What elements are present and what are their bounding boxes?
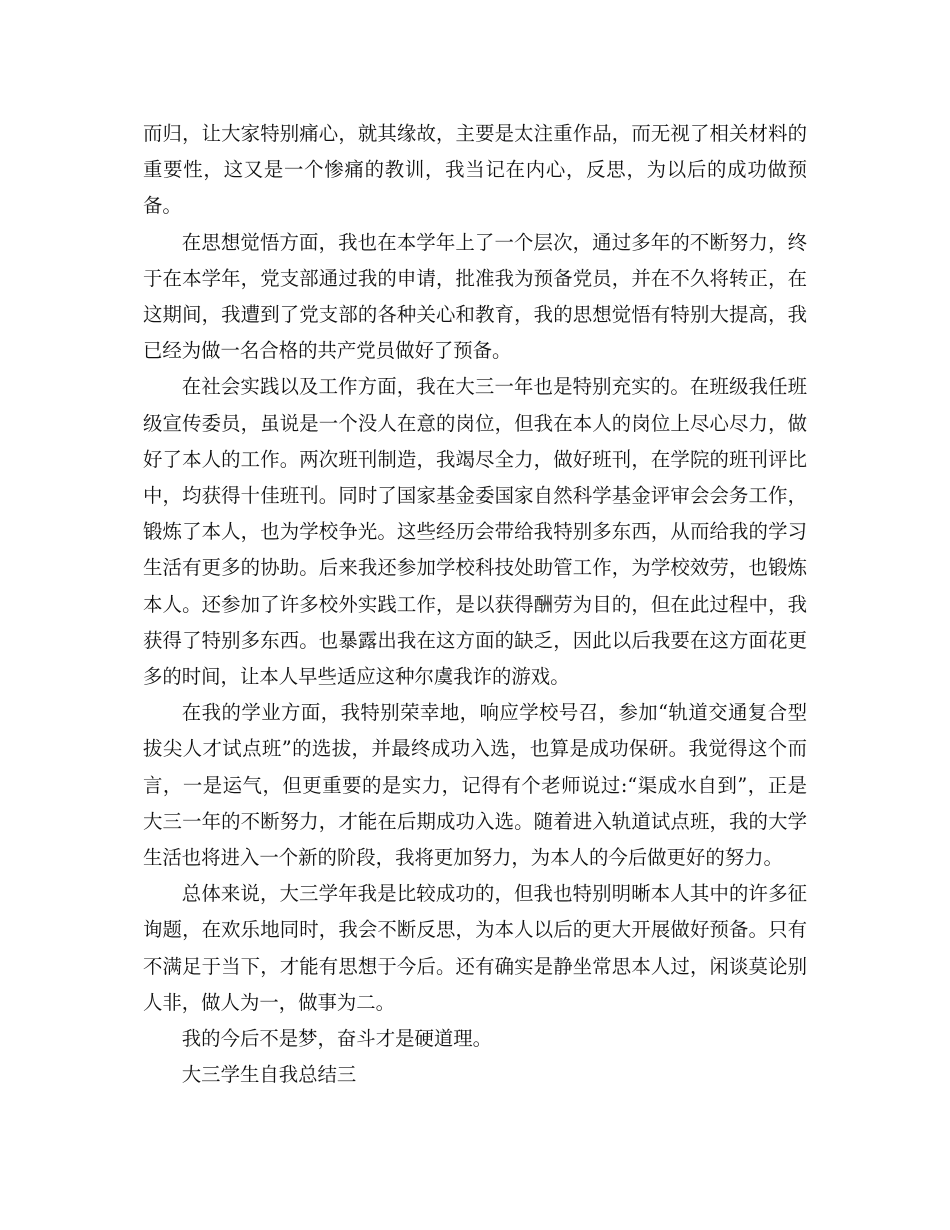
document-page <box>143 116 807 1093</box>
section-heading: 大三学生自我总结三 <box>181 1063 357 1087</box>
paragraph-motto: 我的今后不是梦，奋斗才是硬道理。 <box>181 1027 493 1051</box>
paragraph-academics: 在我的学业方面，我特别荣幸地，响应学校号召，参加“轨道交通复合型拔尖人才试点班”的选拔，并最终成功入选，也算是成功保研。我觉得这个而言，一是运气，但更重要的是实力，记得有个老师说过:“渠成水自到”，正是大三一年的不断努力，才能在后期成功入选。随着进入轨道试点班，我的大学生活也将进入一个新的阶段，我将更加努力，为本人的今后做更好的努力。 <box>143 701 807 870</box>
paragraph-ideology: 在思想觉悟方面，我也在本学年上了一个层次，通过多年的不断努力，终于在本学年，党支部通过我的申请，批准我为预备党员，并在不久将转正，在这期间，我遭到了党支部的各种关心和教育，我的思想觉悟有特别大提高，我已经为做一名合格的共产党员做好了预备。 <box>143 230 807 363</box>
paragraph-social-practice: 在社会实践以及工作方面，我在大三一年也是特别充实的。在班级我任班级宣传委员，虽说是一个没人在意的岗位，但我在本人的岗位上尽心尽力，做好了本人的工作。两次班刊制造，我竭尽全力，做好班刊，在学院的班刊评比中，均获得十佳班刊。同时了国家基金委国家自然科学基金评审会会务工作，锻炼了本人，也为学校争光。这些经历会带给我特别多东西，从而给我的学习生活有更多的协助。后来我还参加学校科技处助管工作，为学校效劳，也锻炼本人。还参加了许多校外实践工作，是以获得酬劳为目的，但在此过程中，我获得了特别多东西。也暴露出我在这方面的缺乏，因此以后我要在这方面花更多的时间，让本人早些适应这种尔虞我诈的游戏。 <box>143 375 807 689</box>
paragraph-summary: 总体来说，大三学年我是比较成功的，但我也特别明晰本人其中的许多征询题，在欢乐地同时，我会不断反思，为本人以后的更大开展做好预备。只有不满足于当下，才能有思想于今后。还有确实是静坐常思本人过，闲谈莫论别人非，做人为一，做事为二。 <box>143 882 807 1014</box>
paragraph-continued: 而归，让大家特别痛心，就其缘故，主要是太注重作品，而无视了相关材料的重要性，这又是一个惨痛的教训，我当记在内心，反思，为以后的成功做预备。 <box>143 122 807 218</box>
